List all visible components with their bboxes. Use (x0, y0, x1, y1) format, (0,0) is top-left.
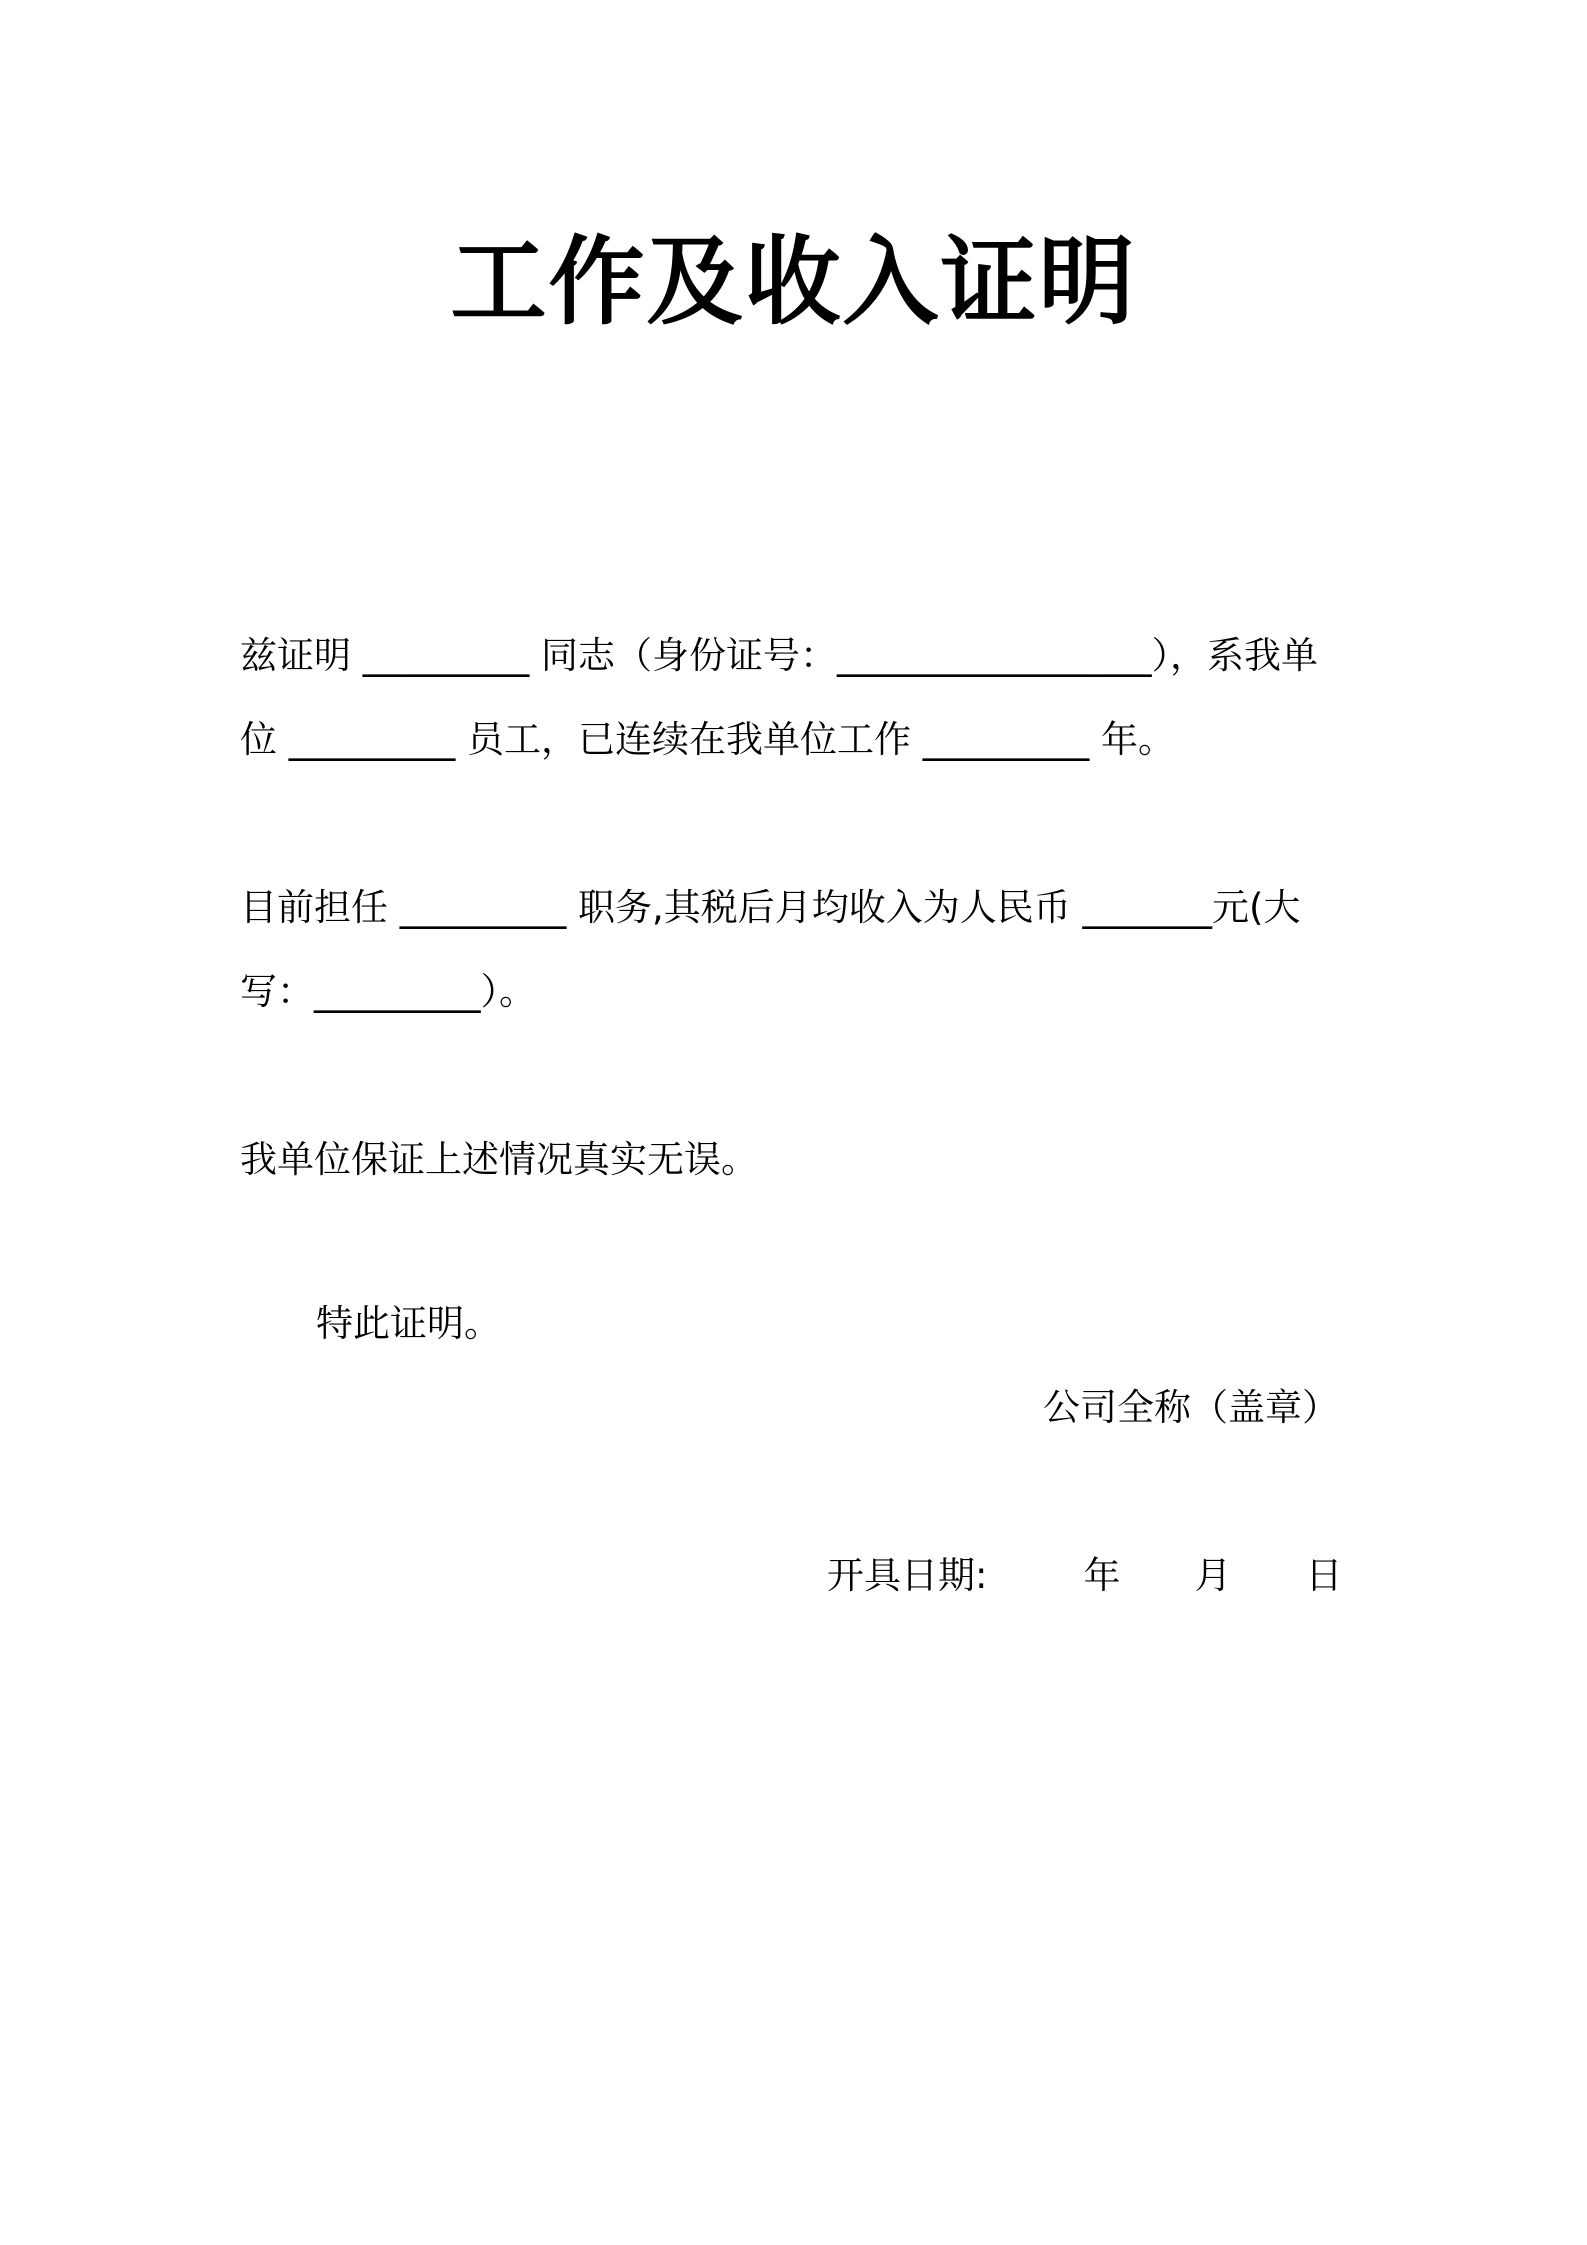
issue-date (827, 1534, 1342, 1618)
employment-line-1: 兹证明 _________ 同志（身份证号：_________________），系我单 (240, 634, 1319, 677)
employment-paragraph (240, 614, 1360, 782)
document-title: 工作及收入证明 (450, 226, 1137, 338)
income-paragraph (240, 866, 1360, 1034)
issue-date-month: 月 (1194, 1554, 1232, 1597)
income-line-1: 目前担任 _________ 职务,其税后月均收入为人民币 _______元(大 (240, 886, 1301, 929)
guarantee-paragraph: 我单位保证上述情况真实无误。 (240, 1138, 758, 1181)
employment-line-2: 位 _________ 员工，已连续在我单位工作 _________ 年。 (240, 718, 1176, 761)
issue-date-day: 日 (1305, 1554, 1343, 1597)
issue-date-year: 年 (1083, 1554, 1121, 1597)
closing-text: 特此证明。 (316, 1302, 501, 1345)
company-stamp-label: 公司全称（盖章） (1043, 1386, 1339, 1429)
income-line-2: 写：_________）。 (240, 970, 536, 1013)
issue-date-label: 开具日期: (827, 1554, 988, 1597)
